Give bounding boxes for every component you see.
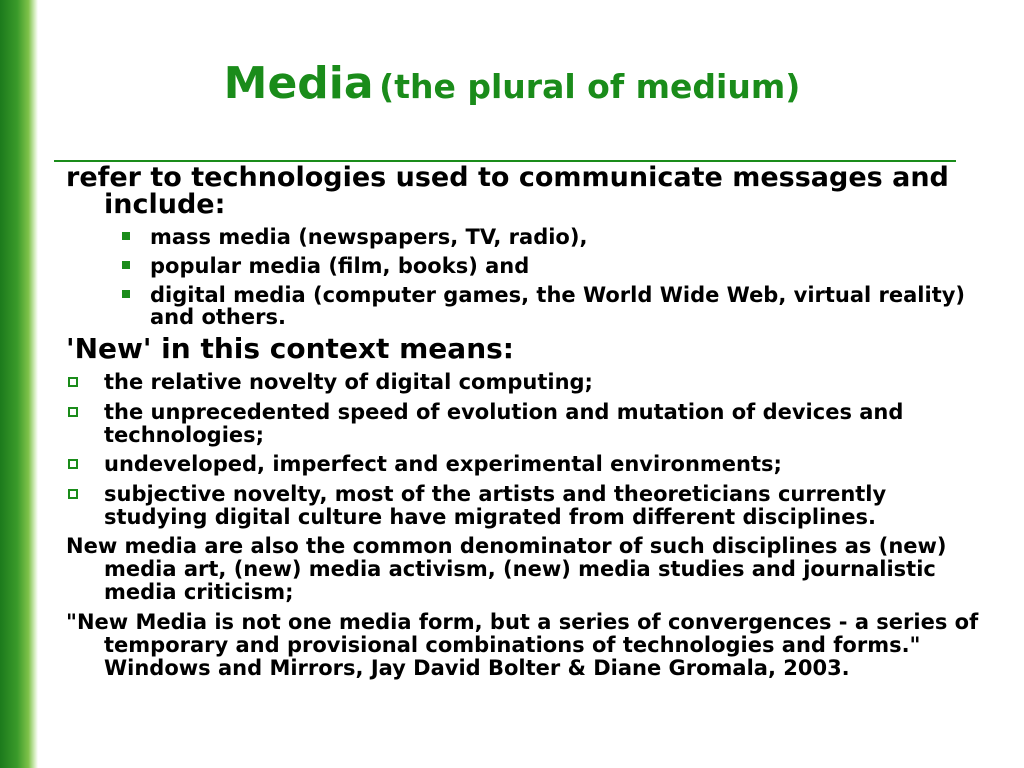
square-bullet-icon xyxy=(122,261,130,269)
new-heading: 'New' in this context means: xyxy=(66,332,514,366)
list-item: undeveloped, imperfect and experimental environments; xyxy=(66,453,996,476)
new-media-term: New media xyxy=(66,534,198,559)
hollow-square-bullet-icon xyxy=(68,489,78,499)
slide-body xyxy=(66,164,996,687)
list-item: mass media (newspapers, TV, radio), xyxy=(122,226,996,248)
square-bullet-icon xyxy=(122,232,130,240)
list-item: the relative novelty of digital computing; xyxy=(66,371,996,394)
hollow-square-bullet-icon xyxy=(68,377,78,387)
denominator-paragraph xyxy=(66,535,996,603)
intro-paragraph: refer to technologies used to communicate messages and include: xyxy=(66,162,949,220)
decorative-side-band xyxy=(0,0,38,768)
list-item: the unprecedented speed of evolution and mutation of devices and technologies; xyxy=(66,401,996,446)
title-main: Media xyxy=(223,58,374,109)
media-types-list xyxy=(66,226,996,328)
denominator-text: are also the common denominator of such disciplines as (new) media art, (new) media activism, (new) media studies and journalistic media criticism; xyxy=(104,534,947,604)
square-bullet-icon xyxy=(122,290,130,298)
title-subtitle: (the plural of medium) xyxy=(379,67,801,106)
slide-title xyxy=(0,58,1024,109)
list-item: digital media (computer games, the World Wide Web, virtual reality) and others. xyxy=(122,284,996,328)
hollow-square-bullet-icon xyxy=(68,459,78,469)
new-meaning-list xyxy=(66,371,996,528)
list-item: subjective novelty, most of the artists and theoreticians currently studying digital culture have migrated from different disciplines. xyxy=(66,483,996,528)
list-item: popular media (film, books) and xyxy=(122,255,996,277)
quote-paragraph: "New Media is not one media form, but a series of convergences - a series of temporary and provisional combinations of technologies and forms." Windows and Mirrors, Jay David Bolter & Diane Gromala, 2003. xyxy=(66,610,979,680)
hollow-square-bullet-icon xyxy=(68,407,78,417)
